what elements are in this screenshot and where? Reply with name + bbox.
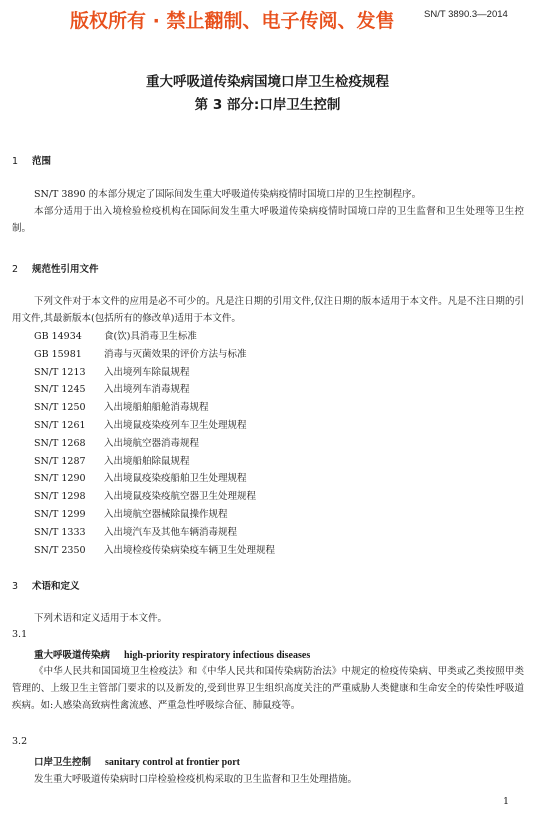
section-2-heading [12,261,99,275]
reference-code: SN/T 2350 [34,544,86,556]
reference-title: 入出境鼠疫染疫船舶卫生处理规程 [104,473,247,485]
reference-code: SN/T 1268 [34,437,86,449]
term-name-en: sanitary control at frontier port [105,757,240,768]
term-definition: 发生重大呼吸道传染病时口岸检验检疫机构采取的卫生监督和卫生处理措施。 [34,774,358,785]
list-item [34,453,275,471]
paragraph: 本部分适用于出入境检验检疫机构在国际间发生重大呼吸道传染病疫情时国境口岸的卫生监督和卫生处理等卫生控制。 [12,206,524,234]
list-item [34,364,275,382]
reference-code: SN/T 1250 [34,402,86,414]
term-name-en: high-priority respiratory infectious diseases [124,650,311,661]
reference-code: SN/T 1290 [34,473,86,485]
term-name-zh: 重大呼吸道传染病 [34,650,111,661]
page-number: 1 [503,796,510,807]
section-number: 2 [12,264,19,275]
list-item [34,328,275,346]
list-item [34,470,275,488]
document-part-title: 第 3 部分:口岸卫生控制 [194,97,341,113]
paragraph: SN/T 3890 的本部分规定了国际间发生重大呼吸道传染病疫情时国境口岸的卫生控制程序。 [34,189,422,200]
reference-title: 入出境检疫传染病染疫车辆卫生处理规程 [104,544,276,556]
normative-references-list [34,328,275,559]
reference-code: SN/T 1287 [34,455,86,467]
reference-title: 入出境航空器消毒规程 [104,437,200,449]
reference-code: SN/T 1261 [34,419,86,431]
list-item [34,488,275,506]
reference-code: SN/T 1333 [34,526,86,538]
reference-title: 入出境鼠疫染疫航空器卫生处理规程 [104,491,257,503]
term-heading [34,754,240,768]
reference-code: GB 15981 [34,348,82,360]
section-1-heading [12,153,51,167]
paragraph: 下列术语和定义适用于本文件。 [34,613,168,624]
list-item [34,524,275,542]
reference-title: 入出境船舶除鼠规程 [104,455,190,467]
list-item [34,542,275,560]
reference-title: 消毒与灭菌效果的评价方法与标准 [104,348,247,360]
section-3-heading [12,578,80,592]
reference-title: 食(饮)具消毒卫生标准 [104,331,197,342]
reference-title: 入出境船舶船舱消毒规程 [104,402,209,414]
reference-code: SN/T 1245 [34,384,86,396]
list-item [34,417,275,435]
reference-title: 入出境航空器械除鼠操作规程 [104,508,228,520]
list-item [34,381,275,399]
reference-code: SN/T 1299 [34,508,86,520]
reference-code: SN/T 1213 [34,366,86,378]
section-number: 1 [12,156,19,167]
copyright-watermark: 版权所有 · 禁止翻制、电子传阅、发售 [70,10,395,32]
document-number: SN/T 3890.3—2014 [424,9,508,20]
section-title: 术语和定义 [32,581,80,592]
list-item [34,506,275,524]
term-number: 3.2 [12,736,28,747]
list-item [34,346,275,364]
paragraph: 下列文件对于本文件的应用是必不可少的。凡是注日期的引用文件,仅注日期的版本适用于本文件。凡是不注日期的引用文件,其最新版本(包括所有的修改单)适用于本文件。 [12,296,524,324]
term-number: 3.1 [12,629,28,640]
document-title: 重大呼吸道传染病国境口岸卫生检疫规程 [146,74,389,90]
list-item [34,435,275,453]
term-name-zh: 口岸卫生控制 [34,757,92,768]
term-definition: 《中华人民共和国国境卫生检疫法》和《中华人民共和国传染病防治法》中规定的检疫传染病、甲类或乙类按照甲类管理的、上级卫生主管部门要求的以及新发的,受到世界卫生组织高度关注的严重威胁人类健康和生命安全的传染性呼吸道疾病。如:人感染高致病性禽流感、严重急性呼吸综合征、肺鼠疫等。 [12,666,524,711]
section-number: 3 [12,581,19,592]
section-title: 规范性引用文件 [32,264,99,275]
reference-title: 入出境鼠疫染疫列车卫生处理规程 [104,419,247,431]
term-heading [34,647,310,661]
reference-code: SN/T 1298 [34,491,86,503]
section-title: 范围 [32,156,52,167]
reference-title: 入出境列车消毒规程 [104,384,190,396]
list-item [34,399,275,417]
reference-code: GB 14934 [34,331,82,342]
reference-title: 入出境列车除鼠规程 [104,366,190,378]
reference-title: 入出境汽车及其他车辆消毒规程 [104,526,238,538]
